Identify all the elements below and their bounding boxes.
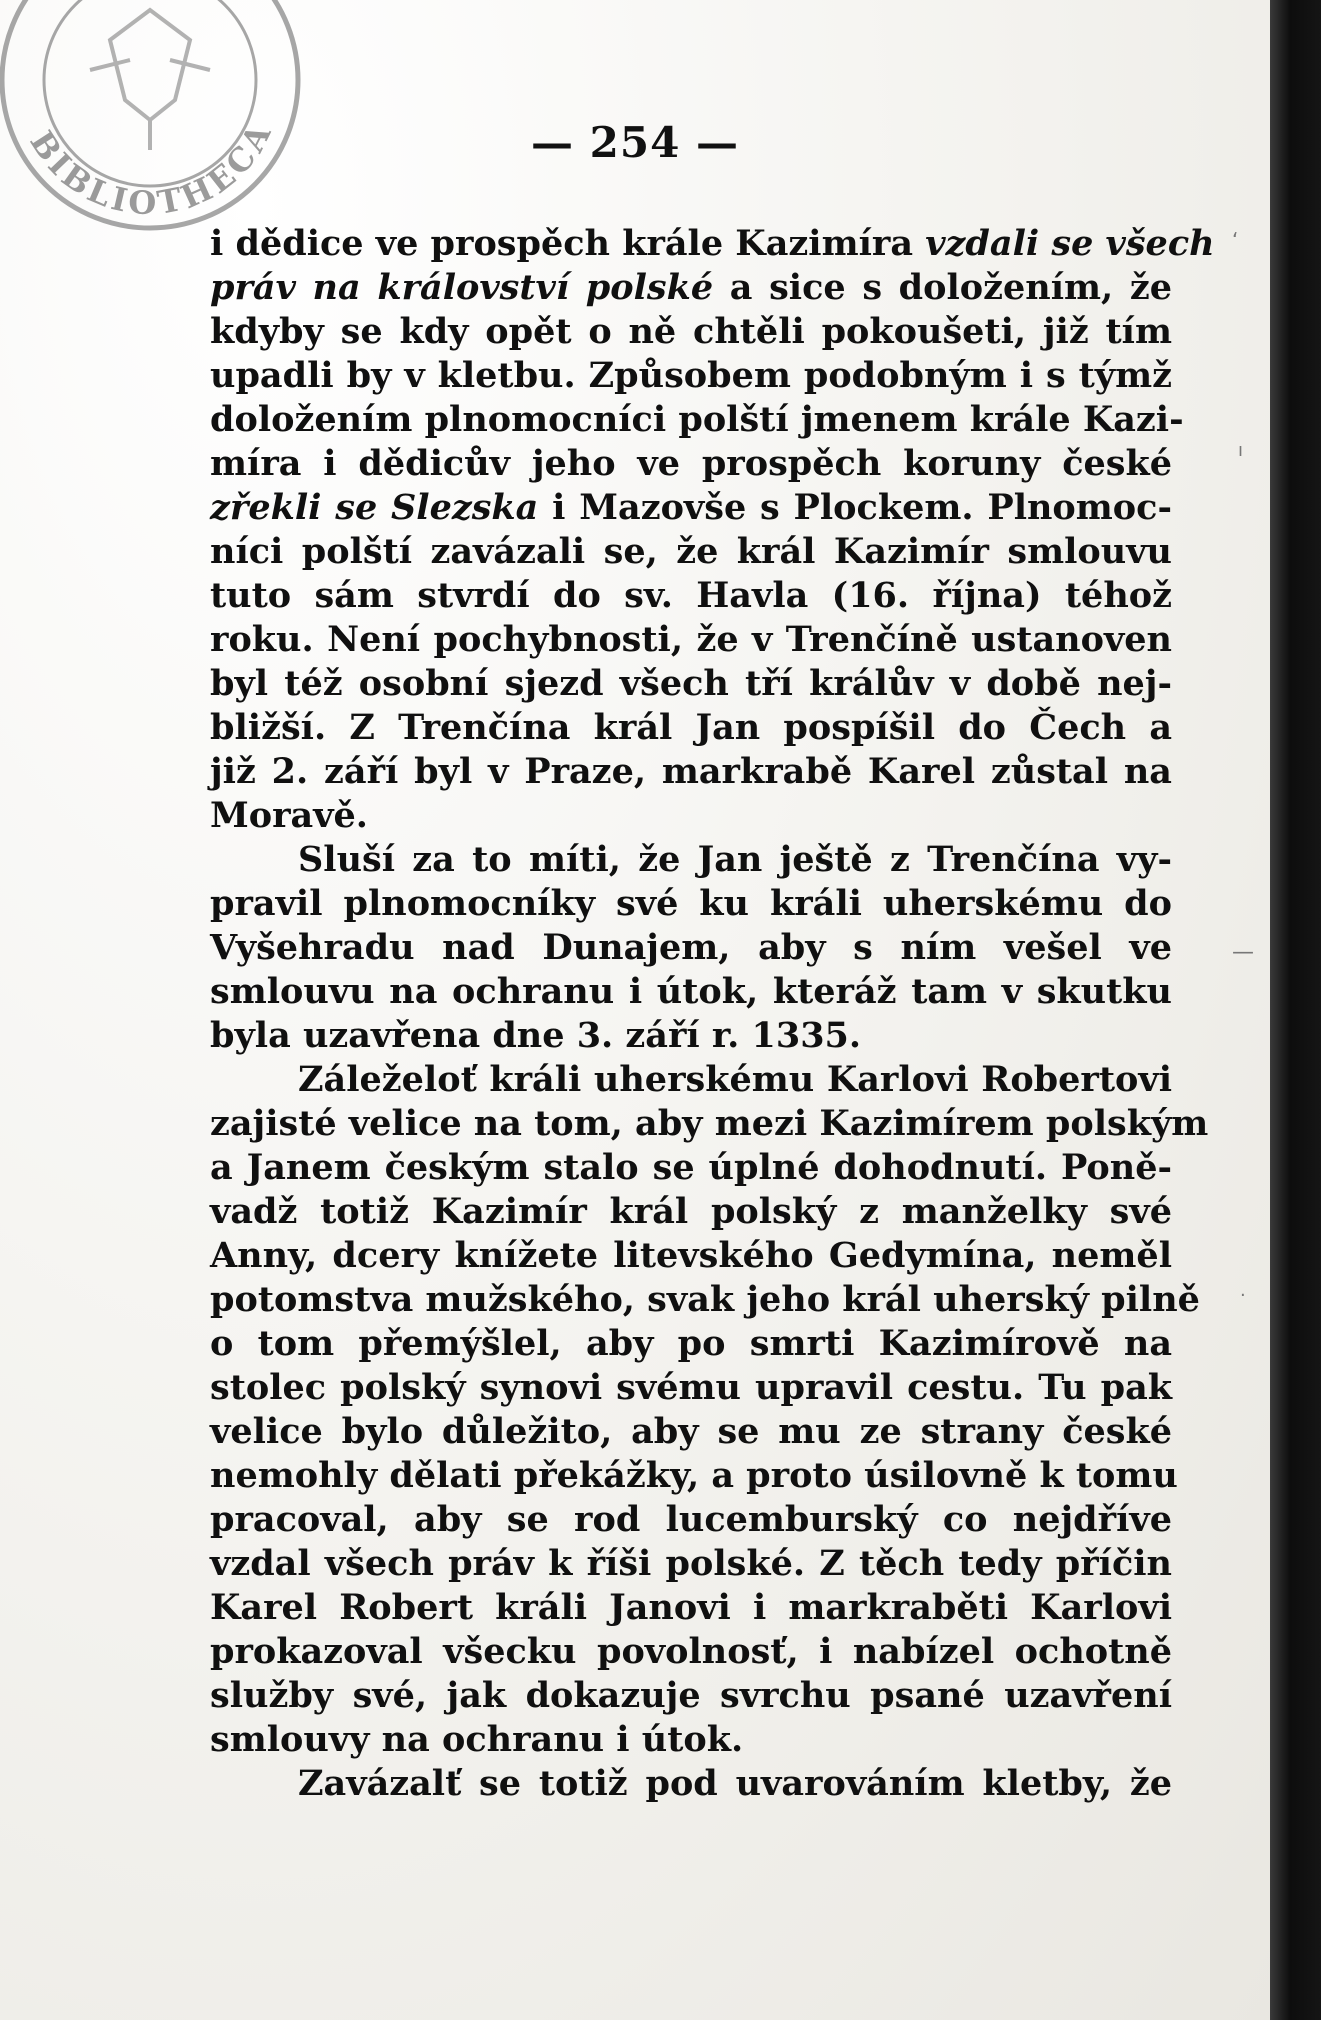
margin-speck: ‘: [1232, 228, 1239, 252]
text-segment: a Janem českým stalo se úplné dohodnutí. Poně-: [210, 1147, 1172, 1188]
text-line: [210, 706, 1172, 750]
text-segment: byl též osobní sjezd všech tří králův v době nej-: [210, 663, 1172, 704]
text-line: [210, 310, 1172, 354]
text-segment: kdyby se kdy opět o ně chtěli pokoušeti, již tím: [210, 311, 1172, 352]
text-line: [210, 1586, 1172, 1630]
text-segment: Zavázalť se totiž pod uvarováním kletby, že: [298, 1763, 1172, 1804]
text-line: [210, 750, 1172, 794]
text-line: [210, 1366, 1172, 1410]
text-line: [210, 1630, 1172, 1674]
text-segment: doložením plnomocníci polští jmenem krále Kazi-: [210, 399, 1184, 440]
emphasized-text: práv na království polské: [210, 267, 714, 308]
text-segment: stolec polský synovi svému upravil cestu. Tu pak: [210, 1367, 1172, 1408]
page-number: — 254 —: [531, 118, 739, 167]
text-line: [210, 970, 1172, 1014]
text-segment: pravil plnomocníky své ku králi uherskému do: [210, 883, 1172, 924]
text-segment: míra i dědicův jeho ve prospěch koruny české: [210, 443, 1172, 484]
text-segment: potomstva mužského, svak jeho král uherský pilně: [210, 1279, 1200, 1320]
stamp-text: BIBLIOTHECA: [22, 114, 281, 223]
text-line: [210, 1146, 1172, 1190]
text-line: [210, 618, 1172, 662]
text-line: [210, 1234, 1172, 1278]
emphasized-text: zřekli se Slezska: [210, 487, 539, 528]
text-segment: smlouvu na ochranu i útok, kteráž tam v skutku: [210, 971, 1172, 1012]
text-segment: upadli by v kletbu. Způsobem podobným i s týmž: [210, 355, 1172, 396]
margin-dash: —: [1232, 940, 1254, 965]
text-line: [210, 1190, 1172, 1234]
text-segment: roku. Není pochybnosti, že v Trenčíně ustanoven: [210, 619, 1172, 660]
text-line: [210, 1498, 1172, 1542]
text-line: [210, 838, 1172, 882]
text-line: [210, 354, 1172, 398]
text-segment: o tom přemýšlel, aby po smrti Kazimírově na: [210, 1323, 1172, 1364]
text-segment: i dědice ve prospěch krále Kazimíra: [210, 223, 926, 264]
text-line: [210, 1674, 1172, 1718]
text-line: [210, 1102, 1209, 1146]
text-line: [210, 1542, 1172, 1586]
text-line: [210, 1454, 1178, 1498]
emphasized-text: vzdali se všech: [925, 223, 1215, 264]
text-segment: vadž totiž Kazimír král polský z manželky své: [210, 1191, 1172, 1232]
text-line: [210, 1718, 1172, 1762]
text-line: [210, 574, 1172, 618]
text-segment: smlouvy na ochranu i útok.: [210, 1719, 744, 1760]
text-segment: služby své, jak dokazuje svrchu psané uzavření: [210, 1675, 1172, 1716]
text-segment: Anny, dcery knížete litevského Gedymína, neměl: [210, 1235, 1172, 1276]
text-segment: Záleželoť králi uherskému Karlovi Robertovi: [298, 1059, 1172, 1100]
text-segment: byla uzavřena dne 3. září r. 1335.: [210, 1015, 862, 1056]
text-line: [210, 530, 1172, 574]
text-segment: již 2. září byl v Praze, markrabě Karel zůstal na: [210, 751, 1172, 792]
text-line: [210, 1322, 1172, 1366]
text-segment: Moravě.: [210, 795, 368, 836]
text-segment: prokazoval všecku povolnosť, i nabízel ochotně: [210, 1631, 1172, 1672]
text-segment: nemohly dělati překážky, a proto úsilovně k tomu: [210, 1455, 1178, 1496]
text-segment: i Mazovše s Plockem. Plnomoc-: [538, 487, 1172, 528]
text-line: [210, 1014, 1172, 1058]
text-line: [210, 662, 1172, 706]
text-line: [210, 1278, 1200, 1322]
text-line: [210, 266, 1172, 310]
text-line: [210, 882, 1172, 926]
text-segment: Sluší za to míti, že Jan ještě z Trenčína vy-: [298, 839, 1172, 880]
body-text: [210, 222, 1215, 1806]
text-segment: Vyšehradu nad Dunajem, aby s ním vešel ve: [210, 927, 1172, 968]
text-segment: Karel Robert králi Janovi i markraběti Karlovi: [210, 1587, 1172, 1628]
text-line: [210, 1410, 1172, 1454]
book-edge: [1270, 0, 1321, 2020]
margin-speck: .: [1240, 1280, 1246, 1301]
text-line: [210, 442, 1172, 486]
text-line: [210, 222, 1215, 266]
text-line: [210, 1058, 1172, 1102]
text-line: [210, 926, 1172, 970]
text-segment: vzdal všech práv k říši polské. Z těch tedy příčin: [210, 1543, 1172, 1584]
text-line: [210, 398, 1184, 442]
text-segment: níci polští zavázali se, že král Kazimír smlouvu: [210, 531, 1172, 572]
text-line: [210, 1762, 1172, 1806]
text-line: [210, 794, 1172, 838]
text-segment: tuto sám stvrdí do sv. Havla (16. října) téhož: [210, 575, 1172, 616]
margin-speck: ı: [1238, 440, 1244, 461]
text-segment: velice bylo důležito, aby se mu ze strany české: [210, 1411, 1172, 1452]
text-line: [210, 486, 1172, 530]
text-segment: zajisté velice na tom, aby mezi Kazimírem polským: [210, 1103, 1209, 1144]
text-segment: pracoval, aby se rod lucemburský co nejdříve: [210, 1499, 1172, 1540]
text-segment: a sice s doložením, že: [713, 267, 1172, 308]
text-segment: bližší. Z Trenčína král Jan pospíšil do Čech a: [210, 707, 1172, 748]
